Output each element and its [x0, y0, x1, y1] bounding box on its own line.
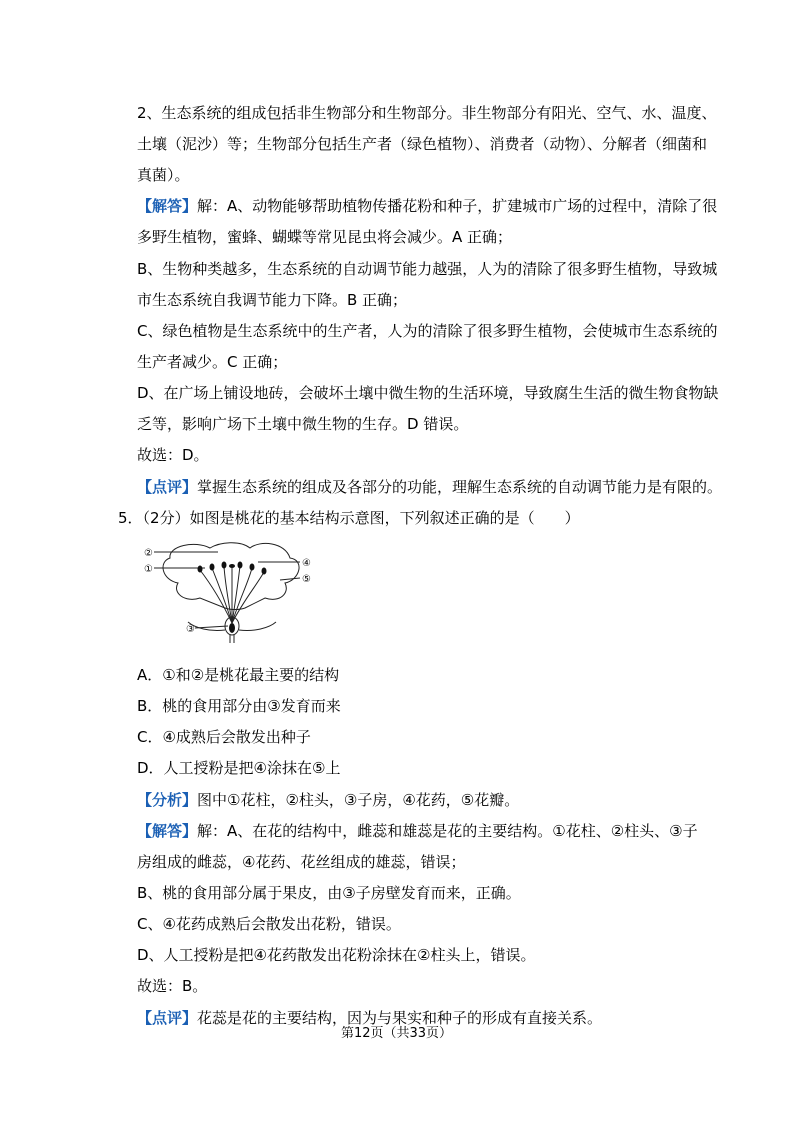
comment-text: 花蕊是花的主要结构，因为与果实和种子的形成有直接关系。 [197, 1009, 603, 1027]
text-line: 生产者减少。C 正确； [137, 353, 288, 371]
text-line: 故选：B。 [137, 977, 208, 995]
text-line: D、人工授粉是把④花药散发出花粉涂抹在②柱头上，错误。 [137, 946, 536, 964]
label-1: ① [144, 564, 153, 575]
text-line: C、④花药成熟后会散发出花粉，错误。 [137, 915, 401, 933]
analysis-tag: 【分析】 [137, 791, 198, 809]
text-line: 乏等，影响广场下土壤中微生物的生存。D 错误。 [137, 415, 469, 433]
page-footer: 第12页（共33页） [340, 1026, 453, 1041]
solution-line [137, 821, 698, 841]
option-c: C．④成熟后会散发出种子 [137, 728, 311, 746]
answer-text: 解：A、动物能够帮助植物传播花粉和种子，扩建城市广场的过程中，清除了很 [197, 197, 718, 215]
analysis-line [137, 790, 682, 810]
label-2: ② [144, 548, 153, 559]
option-d: D．人工授粉是把④涂抹在⑤上 [137, 759, 341, 777]
text-line: 土壤（泥沙）等；生物部分包括生产者（绿色植物）、消费者（动物）、分解者（细菌和 [137, 135, 708, 153]
text-line: 多野生植物，蜜蜂、蝴蝶等常见昆虫将会减少。A 正确； [137, 228, 513, 246]
solution-tag: 【解答】 [137, 822, 198, 840]
comment-text: 掌握生态系统的组成及各部分的功能，理解生态系统的自动调节能力是有限的。 [197, 478, 723, 496]
text-line: C、绿色植物是生态系统中的生产者，人为的清除了很多野生植物，会使城市生态系统的 [137, 322, 718, 340]
comment-line [137, 477, 723, 497]
answer-line [137, 196, 718, 216]
comment-tag: 【点评】 [137, 478, 198, 496]
peach-flower-diagram [140, 538, 325, 643]
text-line: B、生物种类越多，生态系统的自动调节能力越强，人为的清除了很多野生植物，导致城 [137, 260, 718, 278]
solution-text: 解：A、在花的结构中，雌蕊和雄蕊是花的主要结构。①花柱、②柱头、③子 [197, 822, 698, 840]
text-line: 市生态系统自我调节能力下降。B 正确； [137, 291, 408, 309]
comment-tag: 【点评】 [137, 1009, 198, 1027]
text-line: 真菌）。 [137, 166, 190, 184]
question-5: 5．（2分）如图是桃花的基本结构示意图，下列叙述正确的是（ ） [118, 509, 580, 527]
text-line: 房组成的雌蕊，④花药、花丝组成的雄蕊，错误； [137, 853, 466, 871]
text-line: 故选：D。 [137, 446, 209, 464]
label-4: ④ [302, 558, 311, 569]
text-line: B、桃的食用部分属于果皮，由③子房壁发育而来，正确。 [137, 884, 521, 902]
label-5: ⑤ [302, 574, 311, 585]
label-3: ③ [186, 624, 195, 635]
text-line: 2、生态系统的组成包括非生物部分和生物部分。非生物部分有阳光、空气、水、温度、 [137, 104, 717, 122]
analysis-text: 图中①花柱，②柱头，③子房，④花药，⑤花瓣。 [197, 791, 520, 809]
answer-tag: 【解答】 [137, 197, 198, 215]
option-a: A．①和②是桃花最主要的结构 [137, 666, 340, 684]
option-b: B．桃的食用部分由③发育而来 [137, 697, 341, 715]
text-line: D、在广场上铺设地砖，会破坏土壤中微生物的生活环境，导致腐生生活的微生物食物缺 [137, 384, 719, 402]
